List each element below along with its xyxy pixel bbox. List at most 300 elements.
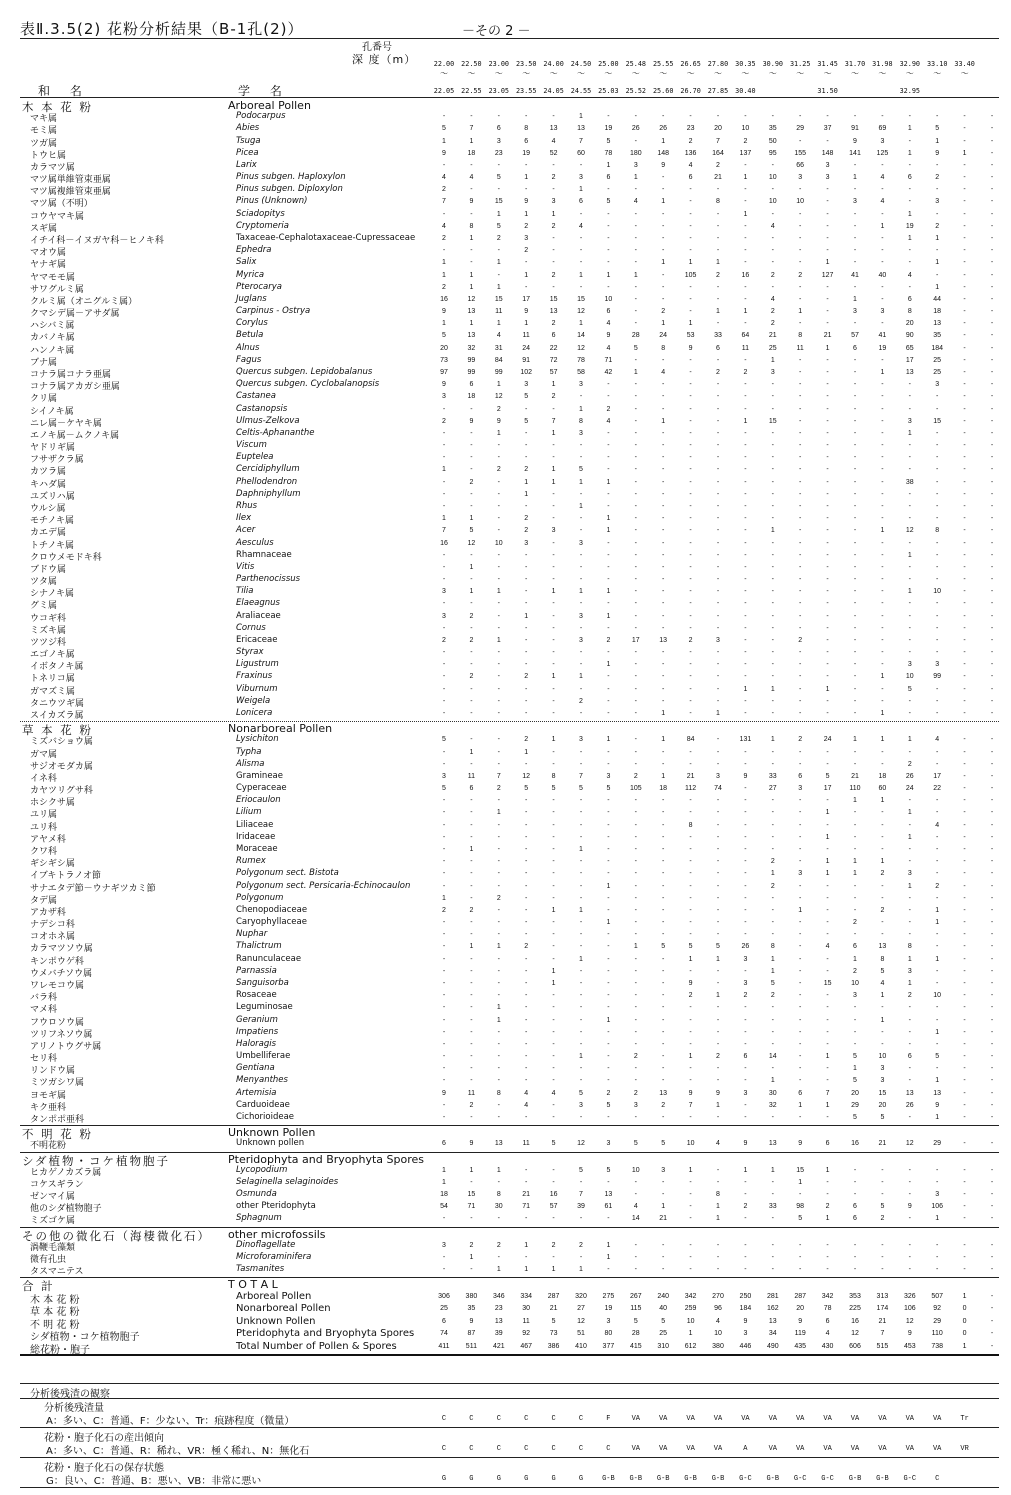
scientific-name: Castanea — [236, 391, 276, 402]
count-cell: 1 — [798, 1178, 803, 1186]
count-cell: - — [716, 490, 720, 498]
scientific-name: Liliaceae — [236, 819, 274, 830]
count-cell: 57 — [549, 368, 558, 376]
count-cell: - — [908, 466, 911, 474]
count-cell: - — [826, 955, 829, 963]
count-cell: 11 — [522, 1317, 530, 1325]
japanese-name: カツラ属 — [30, 467, 67, 478]
table-row — [0, 807, 1011, 819]
scientific-name: Tilia — [236, 586, 254, 597]
count-cell: - — [990, 1266, 994, 1274]
obs-value: VA — [713, 1445, 723, 1453]
count-cell: - — [799, 673, 802, 681]
count-cell: - — [744, 809, 747, 817]
count-cell: - — [963, 772, 966, 780]
count-cell: - — [990, 870, 994, 878]
header-bottom-rule — [20, 97, 999, 98]
count-cell: - — [716, 295, 720, 303]
japanese-name: トネリコ属 — [30, 674, 75, 685]
count-cell: - — [853, 685, 857, 693]
table-row — [0, 513, 1011, 525]
count-cell: - — [936, 967, 939, 975]
scientific-name: Gramineae — [236, 770, 283, 781]
count-cell: - — [990, 417, 994, 425]
count-cell: 5 — [661, 1317, 666, 1325]
count-cell: - — [826, 320, 829, 328]
count-cell: - — [607, 697, 610, 705]
count-cell: 5 — [496, 174, 501, 182]
count-cell: - — [881, 685, 884, 693]
count-cell: - — [497, 442, 500, 450]
count-cell: 2 — [716, 1053, 720, 1061]
count-cell: 3 — [633, 1101, 638, 1109]
scientific-name: Aesculus — [236, 537, 274, 548]
scientific-name: Carduoideae — [236, 1099, 290, 1110]
scientific-name: Cichorioideae — [236, 1111, 295, 1122]
count-cell: - — [963, 1203, 966, 1211]
count-cell: - — [662, 624, 665, 632]
count-cell: 1 — [551, 1266, 556, 1274]
count-cell: - — [990, 259, 994, 267]
count-cell: - — [853, 222, 857, 230]
count-cell: - — [470, 490, 473, 498]
count-cell: - — [936, 697, 939, 705]
count-cell: - — [744, 551, 747, 559]
count-cell: - — [634, 1191, 637, 1199]
count-cell: - — [936, 1266, 939, 1274]
count-cell: - — [662, 600, 665, 608]
count-cell: - — [525, 1166, 528, 1174]
obs-value: VA — [850, 1445, 860, 1453]
table-row — [0, 1100, 1011, 1112]
count-cell: - — [470, 894, 473, 902]
count-cell: - — [963, 283, 966, 291]
count-cell: 2 — [469, 612, 474, 620]
count-cell: - — [771, 1016, 774, 1024]
japanese-name: コケスギラン — [30, 1179, 84, 1190]
count-cell: 1 — [606, 612, 611, 620]
count-cell: 1 — [469, 271, 474, 279]
count-cell: 9 — [935, 149, 940, 157]
count-cell: - — [744, 381, 747, 389]
count-cell: 11 — [522, 332, 530, 340]
count-cell: - — [799, 576, 802, 584]
count-cell: - — [771, 1254, 774, 1262]
count-cell: - — [634, 894, 637, 902]
count-cell: 8 — [907, 943, 912, 951]
count-cell: - — [963, 235, 966, 242]
count-cell: - — [799, 600, 802, 608]
japanese-name: コナラ属コナラ亜属 — [30, 369, 112, 380]
count-cell: - — [908, 1191, 911, 1199]
count-cell: - — [963, 661, 966, 669]
count-cell: - — [799, 1053, 802, 1061]
count-cell: - — [552, 1004, 555, 1012]
japanese-name: モチノキ属 — [30, 516, 75, 527]
obs-value: Tr — [960, 1415, 969, 1423]
scientific-name: Salix — [236, 257, 257, 268]
count-cell: 3 — [633, 161, 638, 169]
count-cell: - — [744, 710, 747, 718]
count-cell: - — [936, 502, 939, 510]
count-cell: - — [936, 563, 939, 571]
table-row — [0, 209, 1011, 221]
count-cell: - — [853, 1266, 857, 1274]
count-cell: 92 — [933, 1305, 942, 1313]
count-cell: 1 — [606, 661, 611, 669]
count-cell: - — [963, 1241, 966, 1249]
depth-bottom: 25.60 — [652, 87, 674, 95]
count-cell: 99 — [933, 673, 942, 681]
count-cell: - — [826, 466, 829, 474]
count-cell: - — [908, 576, 911, 584]
count-cell: - — [607, 381, 610, 389]
count-cell: - — [634, 563, 637, 571]
count-cell: - — [634, 247, 637, 255]
count-cell: - — [442, 490, 446, 498]
count-cell: - — [908, 186, 911, 194]
count-cell: - — [525, 955, 528, 963]
count-cell: - — [963, 943, 966, 951]
count-cell: - — [744, 821, 747, 829]
count-cell: - — [826, 405, 829, 413]
count-cell: - — [990, 490, 994, 498]
count-cell: - — [744, 846, 747, 854]
count-cell: - — [881, 748, 884, 756]
count-cell: - — [881, 846, 884, 854]
count-cell: - — [963, 797, 966, 805]
count-cell: - — [990, 454, 994, 462]
count-cell: - — [826, 1065, 829, 1073]
count-cell: - — [963, 1191, 966, 1199]
count-cell: - — [552, 405, 555, 413]
count-cell: - — [853, 247, 857, 255]
count-cell: 10 — [631, 1166, 640, 1174]
count-cell: - — [990, 393, 994, 401]
count-cell: 3 — [442, 772, 446, 780]
count-cell: - — [771, 588, 774, 596]
count-cell: - — [908, 797, 911, 805]
count-cell: 1 — [496, 1266, 501, 1274]
japanese-name: ツガ属 — [30, 138, 58, 149]
count-cell: 5 — [524, 417, 529, 425]
table-title: 表Ⅱ.3.5(2) 花粉分析結果（B-1孔(2)） — [20, 20, 304, 38]
count-cell: - — [634, 858, 637, 866]
count-cell: - — [497, 661, 500, 669]
count-cell: 446 — [739, 1342, 752, 1350]
count-cell: - — [716, 210, 720, 218]
count-cell: 270 — [712, 1292, 724, 1300]
count-cell: - — [716, 1028, 720, 1036]
count-cell: - — [579, 1215, 583, 1223]
count-cell: - — [908, 624, 911, 632]
count-cell: 7 — [579, 1191, 583, 1199]
count-cell: - — [853, 636, 857, 644]
count-cell: 1 — [798, 1101, 803, 1109]
count-cell: - — [826, 295, 829, 303]
table-row — [0, 623, 1011, 635]
count-cell: - — [908, 1254, 911, 1262]
count-cell: 2 — [442, 906, 446, 914]
count-cell: 24 — [905, 785, 914, 793]
count-cell: - — [442, 247, 446, 255]
count-cell: 2 — [496, 1241, 501, 1249]
count-cell: - — [963, 259, 966, 267]
count-cell: - — [826, 113, 829, 121]
count-cell: - — [552, 931, 555, 939]
count-cell: - — [771, 697, 774, 705]
count-cell: 16 — [741, 271, 750, 279]
count-cell: - — [579, 235, 583, 242]
count-cell: 9 — [935, 1101, 940, 1109]
count-cell: 12 — [494, 393, 503, 401]
count-cell: 1 — [907, 210, 912, 218]
count-cell: 27 — [577, 1305, 585, 1313]
count-cell: - — [771, 478, 774, 486]
count-cell: - — [771, 661, 774, 669]
count-cell: 8 — [551, 772, 556, 780]
count-cell: - — [579, 600, 583, 608]
scientific-name: Geranium — [236, 1014, 278, 1025]
count-cell: - — [716, 247, 720, 255]
count-cell: 9 — [798, 1140, 803, 1148]
count-cell: - — [853, 906, 857, 914]
count-cell: - — [716, 1040, 720, 1048]
count-cell: - — [525, 551, 528, 559]
count-cell: - — [689, 882, 692, 890]
table-row — [0, 671, 1011, 683]
count-cell: 71 — [522, 1203, 531, 1211]
scientific-name: Artemisia — [236, 1087, 277, 1098]
count-cell: - — [963, 882, 966, 890]
count-cell: - — [716, 870, 720, 878]
scientific-name: Myrica — [236, 269, 265, 280]
depth-tilde: ～ — [467, 69, 476, 78]
count-cell: - — [990, 283, 994, 291]
count-cell: - — [579, 858, 583, 866]
count-cell: - — [908, 161, 911, 169]
count-cell: - — [744, 858, 747, 866]
count-cell: - — [826, 442, 829, 450]
count-cell: - — [963, 1053, 966, 1061]
scientific-name: Iridaceae — [236, 831, 276, 842]
count-cell: - — [689, 247, 692, 255]
count-cell: 102 — [520, 368, 533, 376]
count-cell: 2 — [907, 992, 912, 1000]
count-cell: 4 — [880, 980, 885, 987]
count-cell: - — [936, 1040, 939, 1048]
count-cell: 1 — [880, 736, 885, 744]
count-cell: - — [799, 1065, 802, 1073]
count-cell: - — [853, 1241, 857, 1249]
count-cell: - — [470, 210, 473, 218]
count-cell: 5 — [825, 772, 830, 780]
count-cell: - — [689, 967, 692, 975]
count-cell: - — [826, 527, 829, 535]
count-cell: - — [442, 809, 446, 817]
count-cell: 1 — [579, 186, 583, 194]
count-cell: 1 — [853, 797, 857, 805]
count-cell: - — [799, 1191, 802, 1199]
count-cell: 24 — [659, 332, 668, 340]
count-cell: - — [689, 429, 692, 437]
depth-top: 22.50 — [461, 60, 482, 68]
table-row — [0, 905, 1011, 917]
count-cell: - — [579, 760, 583, 768]
depth-tilde: ～ — [714, 69, 722, 78]
count-cell: - — [607, 809, 610, 817]
count-cell: - — [799, 697, 802, 705]
count-cell: 4 — [524, 1089, 529, 1097]
count-cell: - — [990, 1305, 994, 1313]
count-cell: 13 — [549, 125, 558, 133]
count-cell: - — [881, 809, 884, 817]
japanese-name: ナデシコ科 — [30, 920, 75, 931]
count-cell: - — [579, 1004, 583, 1012]
count-cell: 10 — [686, 1317, 695, 1325]
count-cell: - — [881, 235, 884, 242]
obs-rule — [20, 1487, 999, 1488]
count-cell: 2 — [770, 308, 775, 316]
count-cell: - — [689, 858, 692, 866]
count-cell: - — [634, 919, 637, 927]
count-cell: 6 — [442, 1317, 446, 1325]
count-cell: - — [881, 760, 884, 768]
count-cell: 9 — [688, 980, 693, 987]
japanese-name: アカザ科 — [30, 907, 66, 918]
table-row — [0, 245, 1011, 257]
count-cell: 34 — [768, 1330, 777, 1338]
count-cell: - — [963, 1065, 966, 1073]
count-cell: - — [936, 478, 939, 486]
count-cell: - — [881, 502, 884, 510]
table-row — [0, 734, 1011, 746]
count-cell: - — [689, 649, 692, 657]
count-cell: - — [662, 980, 665, 987]
count-cell: - — [771, 210, 774, 218]
count-cell: - — [552, 1254, 555, 1262]
count-cell: - — [662, 649, 665, 657]
count-cell: - — [689, 906, 692, 914]
count-cell: - — [607, 797, 610, 805]
count-cell: - — [990, 1203, 994, 1211]
count-cell: 164 — [712, 149, 724, 157]
count-cell: 9 — [442, 149, 446, 157]
count-cell: - — [744, 882, 747, 890]
count-cell: - — [908, 1016, 911, 1024]
count-cell: 4 — [442, 174, 446, 182]
obs-legend-text: A：多い、C：普通、F：少ない、Tr：痕跡程度（微量） — [46, 1416, 295, 1427]
scientific-name: Leguminosae — [236, 1002, 293, 1013]
count-cell: 1 — [661, 259, 666, 267]
count-cell: 1 — [496, 381, 501, 389]
count-cell: 410 — [575, 1342, 587, 1350]
count-cell: - — [799, 624, 802, 632]
count-cell: 6 — [688, 174, 693, 182]
count-cell: - — [607, 490, 610, 498]
count-cell: - — [497, 624, 500, 632]
count-cell: - — [990, 149, 994, 157]
count-cell: 2 — [880, 870, 885, 878]
count-cell: - — [607, 980, 610, 987]
header-top-rule — [20, 38, 999, 39]
scientific-name: Araliaceae — [236, 610, 281, 621]
count-cell: - — [990, 943, 994, 951]
count-cell: - — [771, 673, 774, 681]
scientific-name: Cornus — [236, 622, 266, 633]
table-row — [0, 1201, 1011, 1213]
count-cell: - — [771, 919, 774, 927]
count-cell: 1 — [935, 235, 940, 242]
count-cell: - — [744, 1178, 747, 1186]
count-cell: - — [716, 906, 720, 914]
count-cell: - — [607, 442, 610, 450]
count-cell: 1 — [606, 527, 611, 535]
count-cell: - — [826, 502, 829, 510]
scientific-name: Cyperaceae — [236, 783, 287, 794]
count-cell: 6 — [606, 174, 611, 182]
count-cell: 1 — [606, 919, 611, 927]
count-cell: 1 — [496, 259, 501, 267]
count-cell: - — [662, 1028, 665, 1036]
count-cell: - — [579, 454, 583, 462]
count-cell: - — [853, 466, 857, 474]
count-cell: 25 — [659, 1330, 668, 1338]
count-cell: - — [799, 931, 802, 939]
count-cell: 21 — [686, 772, 695, 780]
count-cell: - — [497, 1028, 500, 1036]
count-cell: - — [607, 576, 610, 584]
count-cell: - — [853, 210, 857, 218]
count-cell: - — [634, 417, 637, 425]
count-cell: - — [963, 222, 966, 230]
count-cell: - — [826, 673, 829, 681]
count-cell: 13 — [878, 943, 887, 951]
count-cell: - — [963, 210, 966, 218]
count-cell: - — [607, 760, 610, 768]
count-cell: - — [716, 1166, 720, 1174]
count-cell: - — [799, 919, 802, 927]
count-cell: - — [936, 454, 939, 462]
count-cell: - — [689, 624, 692, 632]
count-cell: - — [771, 1191, 774, 1199]
count-cell: - — [716, 563, 720, 571]
scientific-name: Cryptomeria — [236, 220, 289, 231]
count-cell: 1 — [496, 429, 501, 437]
count-cell: 1 — [935, 919, 940, 927]
count-cell: - — [853, 113, 857, 121]
count-cell: - — [497, 736, 500, 744]
count-cell: 380 — [712, 1342, 724, 1350]
count-cell: 4 — [551, 1089, 556, 1097]
count-cell: - — [442, 442, 446, 450]
scientific-name: Sciadopitys — [236, 208, 285, 219]
count-cell: 1 — [442, 1166, 446, 1174]
count-cell: - — [689, 502, 692, 510]
count-cell: - — [470, 967, 473, 975]
count-cell: 6 — [825, 1317, 830, 1325]
totals-english: T O T A L — [228, 1278, 278, 1292]
count-cell: - — [634, 697, 637, 705]
count-cell: 5 — [880, 1113, 885, 1121]
count-cell: 2 — [524, 222, 529, 230]
count-cell: - — [744, 1254, 747, 1262]
count-cell: - — [689, 600, 692, 608]
count-cell: - — [552, 454, 555, 462]
count-cell: 1 — [606, 588, 611, 596]
count-cell: - — [826, 821, 829, 829]
count-cell: - — [908, 393, 911, 401]
